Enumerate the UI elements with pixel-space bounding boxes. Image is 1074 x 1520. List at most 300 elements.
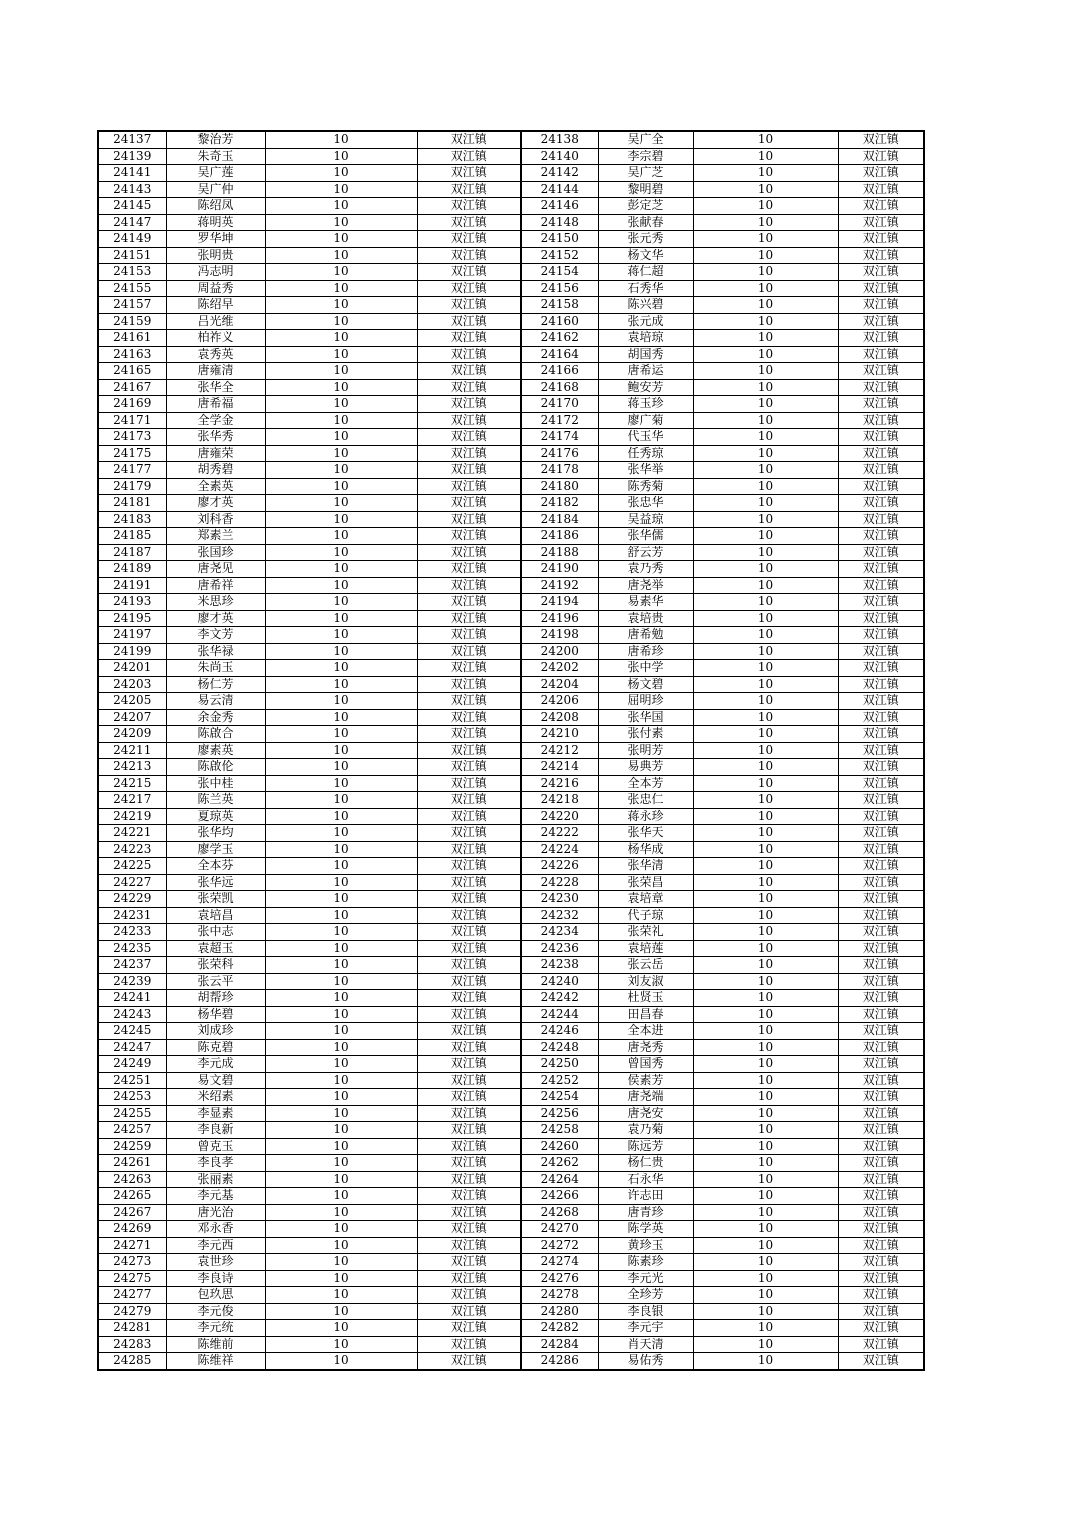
left-person-name-cell: 唐尧见 [166, 561, 265, 578]
right-town-cell: 双江镇 [838, 907, 924, 924]
table-row [98, 396, 924, 413]
right-amount-cell: 10 [693, 1006, 838, 1023]
right-record-id-cell: 24196 [521, 610, 598, 627]
left-town-cell: 双江镇 [417, 808, 521, 825]
left-record-id-cell: 24215 [98, 775, 166, 792]
right-person-name-cell: 张元成 [598, 313, 693, 330]
right-town-cell: 双江镇 [838, 198, 924, 215]
left-person-name-cell: 胡秀碧 [166, 462, 265, 479]
table-row [98, 891, 924, 908]
left-person-name-cell: 郑素兰 [166, 528, 265, 545]
left-town-cell: 双江镇 [417, 907, 521, 924]
right-amount-cell: 10 [693, 874, 838, 891]
left-amount-cell: 10 [265, 1270, 417, 1287]
right-amount-cell: 10 [693, 1204, 838, 1221]
left-amount-cell: 10 [265, 429, 417, 446]
table-row [98, 511, 924, 528]
right-person-name-cell: 鲍安芳 [598, 379, 693, 396]
table-row [98, 462, 924, 479]
left-record-id-cell: 24165 [98, 363, 166, 380]
right-amount-cell: 10 [693, 726, 838, 743]
right-person-name-cell: 陈素珍 [598, 1254, 693, 1271]
table-row [98, 1254, 924, 1271]
right-record-id-cell: 24248 [521, 1039, 598, 1056]
right-person-name-cell: 廖广菊 [598, 412, 693, 429]
left-record-id-cell: 24217 [98, 792, 166, 809]
left-town-cell: 双江镇 [417, 445, 521, 462]
right-amount-cell: 10 [693, 313, 838, 330]
right-record-id-cell: 24234 [521, 924, 598, 941]
right-amount-cell: 10 [693, 429, 838, 446]
left-amount-cell: 10 [265, 1089, 417, 1106]
right-record-id-cell: 24280 [521, 1303, 598, 1320]
left-amount-cell: 10 [265, 544, 417, 561]
left-person-name-cell: 廖才英 [166, 610, 265, 627]
left-town-cell: 双江镇 [417, 1039, 521, 1056]
right-town-cell: 双江镇 [838, 643, 924, 660]
right-record-id-cell: 24282 [521, 1320, 598, 1337]
left-town-cell: 双江镇 [417, 462, 521, 479]
right-person-name-cell: 易素华 [598, 594, 693, 611]
table-row [98, 1056, 924, 1073]
left-amount-cell: 10 [265, 264, 417, 281]
right-person-name-cell: 袁乃菊 [598, 1122, 693, 1139]
left-town-cell: 双江镇 [417, 1204, 521, 1221]
right-person-name-cell: 全本进 [598, 1023, 693, 1040]
right-person-name-cell: 吴益琼 [598, 511, 693, 528]
left-amount-cell: 10 [265, 643, 417, 660]
right-town-cell: 双江镇 [838, 676, 924, 693]
right-amount-cell: 10 [693, 247, 838, 264]
table-row [98, 131, 924, 148]
table-row [98, 181, 924, 198]
left-town-cell: 双江镇 [417, 1270, 521, 1287]
left-record-id-cell: 24169 [98, 396, 166, 413]
left-person-name-cell: 袁培昌 [166, 907, 265, 924]
right-town-cell: 双江镇 [838, 1039, 924, 1056]
table-row [98, 1138, 924, 1155]
right-amount-cell: 10 [693, 610, 838, 627]
left-town-cell: 双江镇 [417, 544, 521, 561]
right-amount-cell: 10 [693, 1336, 838, 1353]
left-record-id-cell: 24177 [98, 462, 166, 479]
right-person-name-cell: 田昌春 [598, 1006, 693, 1023]
right-amount-cell: 10 [693, 775, 838, 792]
left-record-id-cell: 24151 [98, 247, 166, 264]
left-person-name-cell: 李元俊 [166, 1303, 265, 1320]
left-person-name-cell: 张华远 [166, 874, 265, 891]
table-row [98, 1023, 924, 1040]
right-record-id-cell: 24230 [521, 891, 598, 908]
right-town-cell: 双江镇 [838, 280, 924, 297]
table-row [98, 1287, 924, 1304]
left-record-id-cell: 24209 [98, 726, 166, 743]
right-record-id-cell: 24210 [521, 726, 598, 743]
left-record-id-cell: 24233 [98, 924, 166, 941]
left-record-id-cell: 24157 [98, 297, 166, 314]
table-row [98, 940, 924, 957]
left-town-cell: 双江镇 [417, 495, 521, 512]
left-amount-cell: 10 [265, 759, 417, 776]
left-amount-cell: 10 [265, 495, 417, 512]
left-town-cell: 双江镇 [417, 924, 521, 941]
left-person-name-cell: 刘成珍 [166, 1023, 265, 1040]
right-record-id-cell: 24142 [521, 165, 598, 182]
right-record-id-cell: 24216 [521, 775, 598, 792]
right-record-id-cell: 24184 [521, 511, 598, 528]
left-person-name-cell: 邓永香 [166, 1221, 265, 1238]
left-town-cell: 双江镇 [417, 610, 521, 627]
left-town-cell: 双江镇 [417, 742, 521, 759]
left-town-cell: 双江镇 [417, 1287, 521, 1304]
right-amount-cell: 10 [693, 973, 838, 990]
right-person-name-cell: 李元宇 [598, 1320, 693, 1337]
left-person-name-cell: 陈维祥 [166, 1353, 265, 1370]
right-record-id-cell: 24192 [521, 577, 598, 594]
left-record-id-cell: 24211 [98, 742, 166, 759]
right-town-cell: 双江镇 [838, 957, 924, 974]
left-town-cell: 双江镇 [417, 1072, 521, 1089]
left-record-id-cell: 24221 [98, 825, 166, 842]
right-amount-cell: 10 [693, 940, 838, 957]
right-town-cell: 双江镇 [838, 1105, 924, 1122]
right-record-id-cell: 24286 [521, 1353, 598, 1370]
right-amount-cell: 10 [693, 858, 838, 875]
left-town-cell: 双江镇 [417, 280, 521, 297]
table-row [98, 1072, 924, 1089]
right-record-id-cell: 24222 [521, 825, 598, 842]
left-record-id-cell: 24189 [98, 561, 166, 578]
left-amount-cell: 10 [265, 957, 417, 974]
left-town-cell: 双江镇 [417, 874, 521, 891]
right-person-name-cell: 张荣礼 [598, 924, 693, 941]
left-town-cell: 双江镇 [417, 231, 521, 248]
left-town-cell: 双江镇 [417, 1237, 521, 1254]
left-amount-cell: 10 [265, 693, 417, 710]
left-record-id-cell: 24205 [98, 693, 166, 710]
right-record-id-cell: 24154 [521, 264, 598, 281]
right-person-name-cell: 张忠华 [598, 495, 693, 512]
right-person-name-cell: 张华儒 [598, 528, 693, 545]
left-amount-cell: 10 [265, 511, 417, 528]
left-amount-cell: 10 [265, 214, 417, 231]
right-amount-cell: 10 [693, 808, 838, 825]
roster-table-body [98, 131, 924, 1370]
right-record-id-cell: 24170 [521, 396, 598, 413]
right-record-id-cell: 24220 [521, 808, 598, 825]
left-amount-cell: 10 [265, 181, 417, 198]
right-town-cell: 双江镇 [838, 528, 924, 545]
right-amount-cell: 10 [693, 297, 838, 314]
left-person-name-cell: 唐光治 [166, 1204, 265, 1221]
left-amount-cell: 10 [265, 1221, 417, 1238]
left-town-cell: 双江镇 [417, 643, 521, 660]
right-amount-cell: 10 [693, 379, 838, 396]
right-person-name-cell: 唐希运 [598, 363, 693, 380]
right-person-name-cell: 屈明珍 [598, 693, 693, 710]
left-town-cell: 双江镇 [417, 396, 521, 413]
right-town-cell: 双江镇 [838, 264, 924, 281]
left-town-cell: 双江镇 [417, 1336, 521, 1353]
left-record-id-cell: 24273 [98, 1254, 166, 1271]
right-town-cell: 双江镇 [838, 825, 924, 842]
right-town-cell: 双江镇 [838, 1336, 924, 1353]
table-row [98, 231, 924, 248]
left-person-name-cell: 李元基 [166, 1188, 265, 1205]
left-person-name-cell: 张荣科 [166, 957, 265, 974]
left-person-name-cell: 米思珍 [166, 594, 265, 611]
right-town-cell: 双江镇 [838, 363, 924, 380]
right-amount-cell: 10 [693, 511, 838, 528]
left-town-cell: 双江镇 [417, 181, 521, 198]
table-row [98, 709, 924, 726]
left-amount-cell: 10 [265, 1303, 417, 1320]
left-amount-cell: 10 [265, 709, 417, 726]
left-person-name-cell: 陈兰英 [166, 792, 265, 809]
right-person-name-cell: 蒋仁超 [598, 264, 693, 281]
right-amount-cell: 10 [693, 1023, 838, 1040]
left-person-name-cell: 袁超玉 [166, 940, 265, 957]
left-person-name-cell: 陈啟合 [166, 726, 265, 743]
right-person-name-cell: 陈兴碧 [598, 297, 693, 314]
left-person-name-cell: 陈克碧 [166, 1039, 265, 1056]
left-person-name-cell: 刘科香 [166, 511, 265, 528]
left-town-cell: 双江镇 [417, 429, 521, 446]
right-record-id-cell: 24202 [521, 660, 598, 677]
table-row [98, 544, 924, 561]
right-amount-cell: 10 [693, 445, 838, 462]
left-town-cell: 双江镇 [417, 131, 521, 148]
right-amount-cell: 10 [693, 957, 838, 974]
left-record-id-cell: 24229 [98, 891, 166, 908]
right-amount-cell: 10 [693, 742, 838, 759]
right-amount-cell: 10 [693, 709, 838, 726]
left-town-cell: 双江镇 [417, 148, 521, 165]
left-town-cell: 双江镇 [417, 676, 521, 693]
left-town-cell: 双江镇 [417, 561, 521, 578]
right-amount-cell: 10 [693, 627, 838, 644]
left-person-name-cell: 李显素 [166, 1105, 265, 1122]
right-person-name-cell: 唐尧安 [598, 1105, 693, 1122]
table-row [98, 495, 924, 512]
left-record-id-cell: 24155 [98, 280, 166, 297]
table-row [98, 1320, 924, 1337]
left-amount-cell: 10 [265, 726, 417, 743]
left-person-name-cell: 易云清 [166, 693, 265, 710]
right-person-name-cell: 张中学 [598, 660, 693, 677]
left-town-cell: 双江镇 [417, 841, 521, 858]
left-person-name-cell: 吕光维 [166, 313, 265, 330]
right-town-cell: 双江镇 [838, 1089, 924, 1106]
left-amount-cell: 10 [265, 676, 417, 693]
left-record-id-cell: 24171 [98, 412, 166, 429]
left-amount-cell: 10 [265, 165, 417, 182]
right-person-name-cell: 张付素 [598, 726, 693, 743]
right-town-cell: 双江镇 [838, 247, 924, 264]
left-town-cell: 双江镇 [417, 709, 521, 726]
table-row [98, 1270, 924, 1287]
right-person-name-cell: 舒云芳 [598, 544, 693, 561]
left-amount-cell: 10 [265, 1320, 417, 1337]
left-record-id-cell: 24181 [98, 495, 166, 512]
right-amount-cell: 10 [693, 825, 838, 842]
table-row [98, 676, 924, 693]
left-amount-cell: 10 [265, 1072, 417, 1089]
left-record-id-cell: 24191 [98, 577, 166, 594]
right-person-name-cell: 代子琼 [598, 907, 693, 924]
right-record-id-cell: 24246 [521, 1023, 598, 1040]
left-amount-cell: 10 [265, 363, 417, 380]
right-amount-cell: 10 [693, 924, 838, 941]
left-person-name-cell: 李元西 [166, 1237, 265, 1254]
left-town-cell: 双江镇 [417, 973, 521, 990]
right-town-cell: 双江镇 [838, 1221, 924, 1238]
left-amount-cell: 10 [265, 1122, 417, 1139]
left-town-cell: 双江镇 [417, 891, 521, 908]
right-town-cell: 双江镇 [838, 858, 924, 875]
left-record-id-cell: 24159 [98, 313, 166, 330]
left-town-cell: 双江镇 [417, 1221, 521, 1238]
right-record-id-cell: 24262 [521, 1155, 598, 1172]
left-town-cell: 双江镇 [417, 247, 521, 264]
right-amount-cell: 10 [693, 1270, 838, 1287]
table-row [98, 330, 924, 347]
table-row [98, 1336, 924, 1353]
right-record-id-cell: 24236 [521, 940, 598, 957]
right-person-name-cell: 唐青珍 [598, 1204, 693, 1221]
left-record-id-cell: 24277 [98, 1287, 166, 1304]
right-person-name-cell: 李宗碧 [598, 148, 693, 165]
left-record-id-cell: 24265 [98, 1188, 166, 1205]
table-row [98, 561, 924, 578]
left-person-name-cell: 李良孝 [166, 1155, 265, 1172]
left-amount-cell: 10 [265, 660, 417, 677]
right-town-cell: 双江镇 [838, 1204, 924, 1221]
right-record-id-cell: 24206 [521, 693, 598, 710]
right-record-id-cell: 24158 [521, 297, 598, 314]
roster-table [97, 130, 925, 1371]
right-record-id-cell: 24218 [521, 792, 598, 809]
table-row [98, 759, 924, 776]
right-record-id-cell: 24172 [521, 412, 598, 429]
left-record-id-cell: 24257 [98, 1122, 166, 1139]
right-person-name-cell: 唐尧秀 [598, 1039, 693, 1056]
right-town-cell: 双江镇 [838, 577, 924, 594]
left-person-name-cell: 夏琼英 [166, 808, 265, 825]
right-record-id-cell: 24188 [521, 544, 598, 561]
left-town-cell: 双江镇 [417, 957, 521, 974]
left-record-id-cell: 24249 [98, 1056, 166, 1073]
right-person-name-cell: 袁培章 [598, 891, 693, 908]
table-row [98, 148, 924, 165]
right-record-id-cell: 24252 [521, 1072, 598, 1089]
right-record-id-cell: 24140 [521, 148, 598, 165]
table-row [98, 165, 924, 182]
left-amount-cell: 10 [265, 1006, 417, 1023]
right-record-id-cell: 24164 [521, 346, 598, 363]
left-record-id-cell: 24259 [98, 1138, 166, 1155]
left-town-cell: 双江镇 [417, 1122, 521, 1139]
right-town-cell: 双江镇 [838, 181, 924, 198]
right-amount-cell: 10 [693, 214, 838, 231]
table-row [98, 825, 924, 842]
left-person-name-cell: 朱奇玉 [166, 148, 265, 165]
right-town-cell: 双江镇 [838, 511, 924, 528]
left-record-id-cell: 24219 [98, 808, 166, 825]
right-person-name-cell: 张华国 [598, 709, 693, 726]
left-person-name-cell: 张国珍 [166, 544, 265, 561]
right-town-cell: 双江镇 [838, 231, 924, 248]
left-record-id-cell: 24213 [98, 759, 166, 776]
right-person-name-cell: 陈学英 [598, 1221, 693, 1238]
table-row [98, 841, 924, 858]
table-row [98, 693, 924, 710]
right-person-name-cell: 杜贤玉 [598, 990, 693, 1007]
right-record-id-cell: 24186 [521, 528, 598, 545]
right-amount-cell: 10 [693, 1056, 838, 1073]
left-amount-cell: 10 [265, 379, 417, 396]
right-amount-cell: 10 [693, 231, 838, 248]
left-record-id-cell: 24235 [98, 940, 166, 957]
left-person-name-cell: 唐希祥 [166, 577, 265, 594]
right-town-cell: 双江镇 [838, 1072, 924, 1089]
left-amount-cell: 10 [265, 990, 417, 1007]
right-town-cell: 双江镇 [838, 478, 924, 495]
left-amount-cell: 10 [265, 198, 417, 215]
table-row [98, 957, 924, 974]
left-amount-cell: 10 [265, 610, 417, 627]
right-person-name-cell: 袁乃秀 [598, 561, 693, 578]
right-record-id-cell: 24272 [521, 1237, 598, 1254]
right-record-id-cell: 24284 [521, 1336, 598, 1353]
right-town-cell: 双江镇 [838, 627, 924, 644]
right-person-name-cell: 袁培莲 [598, 940, 693, 957]
left-town-cell: 双江镇 [417, 264, 521, 281]
right-town-cell: 双江镇 [838, 709, 924, 726]
left-town-cell: 双江镇 [417, 412, 521, 429]
left-town-cell: 双江镇 [417, 297, 521, 314]
left-person-name-cell: 张明贵 [166, 247, 265, 264]
left-amount-cell: 10 [265, 1188, 417, 1205]
right-person-name-cell: 彭定芝 [598, 198, 693, 215]
left-town-cell: 双江镇 [417, 1023, 521, 1040]
left-record-id-cell: 24275 [98, 1270, 166, 1287]
right-record-id-cell: 24174 [521, 429, 598, 446]
right-amount-cell: 10 [693, 280, 838, 297]
right-person-name-cell: 杨文华 [598, 247, 693, 264]
left-person-name-cell: 米绍素 [166, 1089, 265, 1106]
right-town-cell: 双江镇 [838, 297, 924, 314]
right-amount-cell: 10 [693, 676, 838, 693]
right-person-name-cell: 曾国秀 [598, 1056, 693, 1073]
left-record-id-cell: 24261 [98, 1155, 166, 1172]
left-town-cell: 双江镇 [417, 1155, 521, 1172]
right-record-id-cell: 24162 [521, 330, 598, 347]
left-person-name-cell: 唐雍荣 [166, 445, 265, 462]
table-row [98, 924, 924, 941]
table-row [98, 1204, 924, 1221]
left-amount-cell: 10 [265, 1105, 417, 1122]
right-town-cell: 双江镇 [838, 1287, 924, 1304]
left-person-name-cell: 全学金 [166, 412, 265, 429]
right-person-name-cell: 全珍芳 [598, 1287, 693, 1304]
table-row [98, 1006, 924, 1023]
left-amount-cell: 10 [265, 1023, 417, 1040]
table-row [98, 528, 924, 545]
left-town-cell: 双江镇 [417, 726, 521, 743]
right-amount-cell: 10 [693, 1138, 838, 1155]
right-town-cell: 双江镇 [838, 1254, 924, 1271]
